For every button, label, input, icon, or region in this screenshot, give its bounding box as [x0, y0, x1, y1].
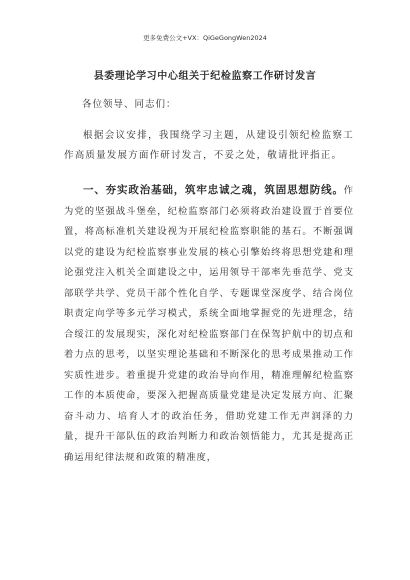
salutation: 各位领导、同志们：	[82, 99, 177, 110]
header-note: 更多免费公文+VX：QiGeGongWen2024	[143, 34, 267, 42]
section-1-heading: 一、夯实政治基础，筑牢忠诚之魂，筑固思想防线。	[83, 184, 344, 196]
page-title: 县委理论学习中心组关于纪检监察工作研讨发言	[93, 71, 317, 82]
section-1-paragraph	[64, 180, 354, 468]
intro-paragraph: 根据会议安排，我围绕学习主题，从建设引领纪检监察工作高质量发展方面作研讨发言，不妥之处，敬请批评指正。	[64, 130, 354, 161]
section-1-body: 作为党的坚强战斗堡垒，纪检监察部门必须将政治建设置于首要位置，将高标准机关建设视为开展纪检监察职能的基石。不断强调以党的建设为纪检监察事业发展的核心引擎始终将思想党建和理论强党注入机关全面建设之中，运用领导干部率先垂范学、党支部联学共学、党员干部个性化自学、专题课堂深度学、结合岗位职责定向学等多元学习模式，系统全面地掌握党的先进理念，结合绥江的发展现实，深化对纪检监察部门在保驾护航中的切点和着力点的思考，以坚实理论基础和不断深化的思考成果推动工作实质性进步。着重提升党建的政治导向作用，精准理解纪检监察工作的本质使命，要深入把握高质量党建是决定发展方向、汇聚奋斗动力、培育人才的政治任务，借助党建工作无声润泽的力量，提升干部队伍的政治判断力和政治领悟能力，尤其是提高正确运用纪律法规和政策的精准度，	[64, 185, 354, 463]
